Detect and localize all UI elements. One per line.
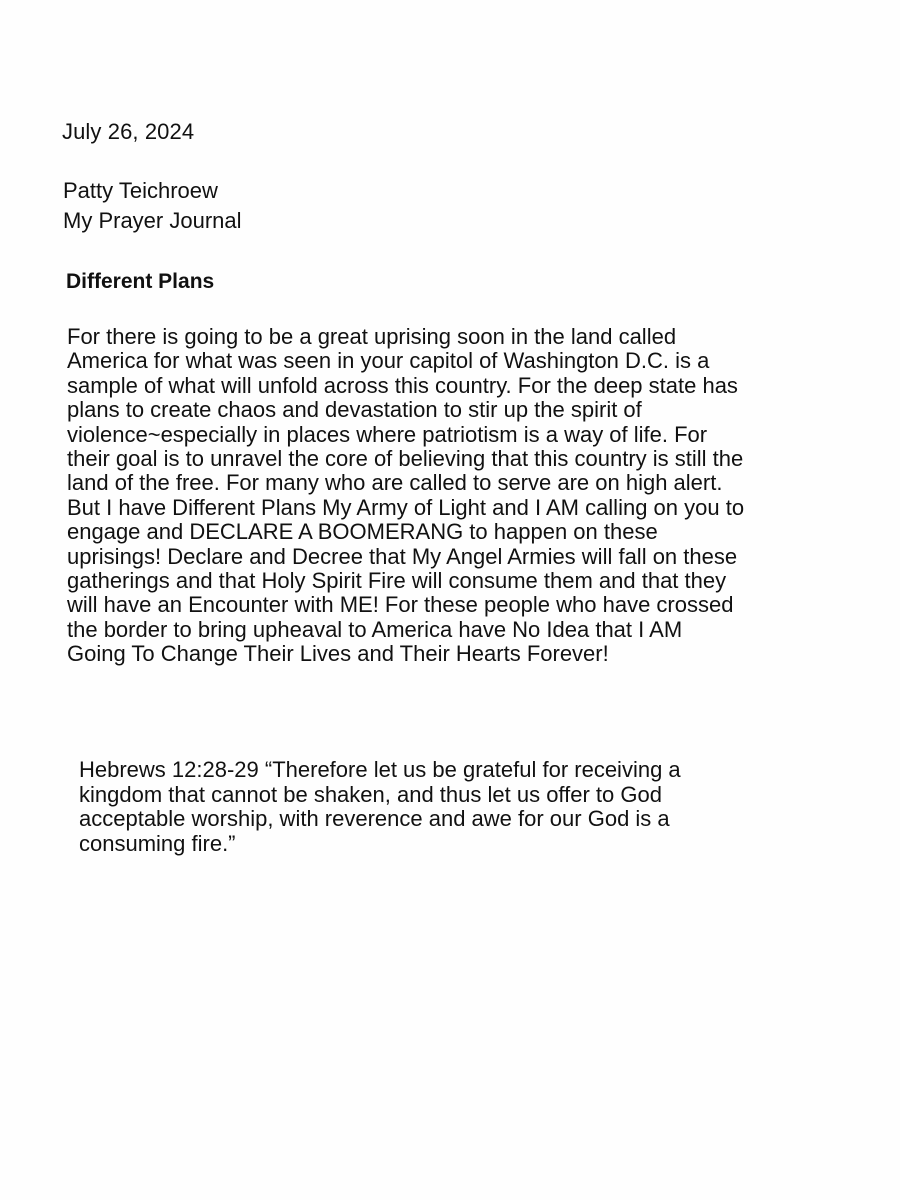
body-line: For there is going to be a great uprising soon in the land called xyxy=(67,324,677,349)
letter-body xyxy=(67,325,857,667)
body-line: engage and DECLARE A BOOMERANG to happen on these xyxy=(67,519,658,545)
author-name: Patty Teichroew xyxy=(63,178,218,203)
verse-line: Hebrews 12:28-29 “Therefore let us be grateful for receiving a xyxy=(79,757,681,782)
body-line: America for what was seen in your capitol of Washington D.C. is a xyxy=(67,348,710,374)
journal-name: My Prayer Journal xyxy=(63,208,242,233)
letter-date: July 26, 2024 xyxy=(62,119,195,144)
body-line: gatherings and that Holy Spirit Fire will consume them and that they xyxy=(67,568,727,594)
verse-line: consuming fire.” xyxy=(79,830,236,856)
body-line: the border to bring upheaval to America have No Idea that I AM xyxy=(67,616,683,642)
body-line: plans to create chaos and devastation to stir up the spirit of xyxy=(67,397,642,423)
verse-line: acceptable worship, with reverence and awe for our God is a xyxy=(79,806,670,831)
scripture-verse xyxy=(79,758,839,856)
letter-header xyxy=(63,176,242,236)
body-line: land of the free. For many who are called to serve are on high alert. xyxy=(67,470,723,496)
body-line: violence~especially in places where patriotism is a way of life. For xyxy=(67,421,708,447)
body-line: Going To Change Their Lives and Their Hearts Forever! xyxy=(67,641,609,667)
body-line: their goal is to unravel the core of believing that this country is still the xyxy=(67,446,744,472)
letter-title: Different Plans xyxy=(66,270,215,293)
verse-line: kingdom that cannot be shaken, and thus let us offer to God xyxy=(79,781,662,807)
body-line: uprisings! Declare and Decree that My Angel Armies will fall on these xyxy=(67,543,738,569)
body-line: But I have Different Plans My Army of Light and I AM calling on you to xyxy=(67,494,745,520)
body-line: sample of what will unfold across this country. For the deep state has xyxy=(67,372,738,398)
body-line: will have an Encounter with ME! For these people who have crossed xyxy=(67,592,734,618)
